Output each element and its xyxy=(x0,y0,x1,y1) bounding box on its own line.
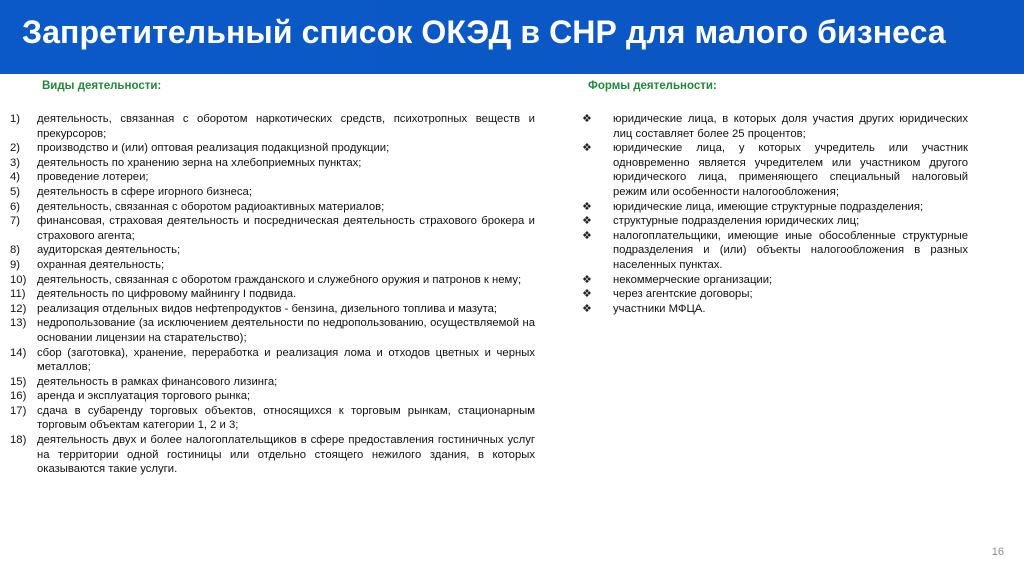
form-text: юридические лица, в которых доля участия других юридических лиц составляет более 25 процентов; xyxy=(613,113,968,140)
activity-number: 15) xyxy=(10,375,27,388)
activity-text: аудиторская деятельность; xyxy=(37,244,181,257)
title-bar xyxy=(0,0,1024,74)
activity-number: 9) xyxy=(10,258,21,271)
form-item xyxy=(582,112,968,141)
activity-text: сбор (заготовка), хранение, переработка и реализация лома и отходов цветных и черных металлов; xyxy=(37,346,535,374)
activity-text: сдача в субаренду торговых объектов, относящихся к торговым рынкам, стационарным торговым объектам категории 1, 2 и 3; xyxy=(37,404,535,432)
activity-item xyxy=(10,287,535,302)
form-item xyxy=(582,302,968,317)
activity-number: 12) xyxy=(10,302,27,315)
activity-text: деятельность, связанная с оборотом наркотических средств, психотропных веществ и прекурсоров; xyxy=(37,113,535,140)
activities-heading: Виды деятельности: xyxy=(42,80,162,92)
activity-item xyxy=(10,375,535,390)
activity-item xyxy=(10,404,535,433)
diamond-bullet-icon: ❖ xyxy=(582,200,592,213)
activity-text: деятельность по цифровому майнингу I подвида. xyxy=(37,288,297,301)
activity-text: охранная деятельность; xyxy=(37,258,165,271)
diamond-bullet-icon: ❖ xyxy=(582,288,592,301)
form-text: структурные подразделения юридических лиц; xyxy=(613,215,860,228)
diamond-bullet-icon: ❖ xyxy=(582,142,592,155)
activity-number: 14) xyxy=(10,346,27,359)
activity-item xyxy=(10,156,535,171)
form-item xyxy=(582,273,968,288)
page-title: Запретительный список ОКЭД в СНР для малого бизнеса xyxy=(22,14,946,50)
diamond-bullet-icon: ❖ xyxy=(582,113,592,125)
form-item xyxy=(582,229,968,273)
activity-item xyxy=(10,141,535,156)
form-item xyxy=(582,141,968,199)
activity-number: 2) xyxy=(10,142,21,155)
diamond-bullet-icon: ❖ xyxy=(582,229,592,242)
activity-text: деятельность по хранению зерна на хлебоприемных пунктах; xyxy=(37,156,362,169)
activity-item xyxy=(10,112,535,141)
activity-item xyxy=(10,389,535,404)
activity-number: 6) xyxy=(10,200,21,213)
activity-item xyxy=(10,214,535,243)
form-item xyxy=(582,287,968,302)
diamond-bullet-icon: ❖ xyxy=(582,273,592,286)
diamond-bullet-icon: ❖ xyxy=(582,215,592,228)
form-text: через агентские договоры; xyxy=(613,288,753,301)
activity-item xyxy=(10,200,535,215)
activity-number: 1) xyxy=(10,113,21,125)
activity-item xyxy=(10,243,535,258)
activity-item xyxy=(10,258,535,273)
activity-text: деятельность двух и более налогоплательщиков в сфере предоставления гостиничных услуг на территории одной гостиницы или отдельно стоящего нежилого здания, в которых оказываются такие услуги. xyxy=(37,434,535,476)
activity-number: 7) xyxy=(10,215,21,228)
activity-text: деятельность, связанная с оборотом гражданского и служебного оружия и патронов к нему; xyxy=(37,273,522,286)
activity-number: 16) xyxy=(10,390,27,403)
form-text: налогоплательщики, имеющие иные обособленные структурные подразделения и (или) объекты налогообложения в разных населенных пунктах. xyxy=(613,229,968,271)
activity-text: деятельность, связанная с оборотом радиоактивных материалов; xyxy=(37,200,385,213)
activity-text: проведение лотереи; xyxy=(37,171,149,184)
form-text: некоммерческие организации; xyxy=(613,273,773,286)
activity-number: 13) xyxy=(10,317,27,330)
activity-number: 4) xyxy=(10,171,21,184)
activity-number: 10) xyxy=(10,273,27,286)
form-item xyxy=(582,214,968,229)
activity-text: финансовая, страховая деятельность и посредническая деятельность страхового брокера и страхового агента; xyxy=(37,215,535,242)
activity-text: деятельность в рамках финансового лизинга; xyxy=(37,375,278,388)
activity-item xyxy=(10,346,535,375)
form-text: юридические лица, имеющие структурные подразделения; xyxy=(613,200,924,213)
activity-number: 11) xyxy=(10,288,26,301)
activity-item xyxy=(10,433,535,477)
activity-text: деятельность в сфере игорного бизнеса; xyxy=(37,185,252,198)
page-number: 16 xyxy=(991,546,1004,558)
activity-item xyxy=(10,273,535,288)
form-text: участники МФЦА. xyxy=(613,302,706,315)
activity-item xyxy=(10,316,535,345)
form-item xyxy=(582,200,968,215)
forms-heading: Формы деятельности: xyxy=(588,80,717,92)
form-text: юридические лица, у которых учредитель или участник одновременно является учредителем или участником другого юридического лица, применяющего специальный налоговый режим или особенности налогообложения; xyxy=(613,142,968,198)
diamond-bullet-icon: ❖ xyxy=(582,302,592,315)
activity-number: 8) xyxy=(10,244,21,257)
forms-list xyxy=(582,112,968,316)
activity-item xyxy=(10,170,535,185)
activities-list xyxy=(10,112,535,477)
activity-text: производство и (или) оптовая реализация подакцизной продукции; xyxy=(37,142,390,155)
activity-item xyxy=(10,185,535,200)
activity-number: 3) xyxy=(10,156,21,169)
activity-item xyxy=(10,302,535,317)
activity-number: 17) xyxy=(10,404,27,417)
activity-text: реализация отдельных видов нефтепродуктов - бензина, дизельного топлива и мазута; xyxy=(37,302,498,315)
activity-text: аренда и эксплуатация торгового рынка; xyxy=(37,390,251,403)
activity-number: 18) xyxy=(10,434,27,447)
activity-number: 5) xyxy=(10,185,21,198)
activity-text: недропользование (за исключением деятельности по недропользованию, осуществляемой на основании лицензии на старательство); xyxy=(37,317,535,344)
